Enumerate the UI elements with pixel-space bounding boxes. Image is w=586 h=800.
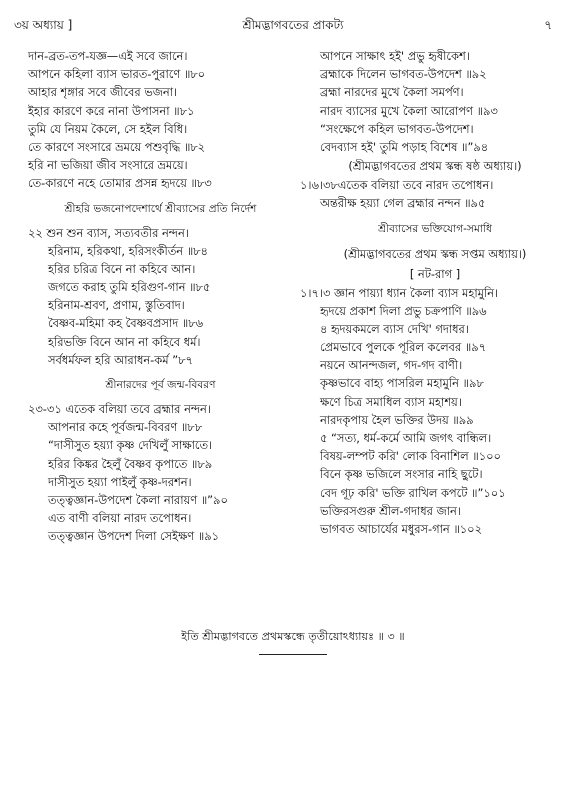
verse-line: ভাগবত আচার্যের মধুরস-গান ॥১০২ — [320, 521, 482, 536]
verse-line: আহার শৃঙ্গার সবে জীবের ভজনা। — [28, 85, 178, 100]
page-number: ৭ — [544, 18, 552, 32]
verse-line: ৫ “সত্য, ধর্ম-কর্মে আমি জগৎ বান্ধিল। — [320, 431, 492, 445]
verse-line: ইহার কারণে করে নানা উপাসনা ॥৮১ — [28, 103, 195, 118]
verse-line: নয়নে আনন্দজল, গদ-গদ বাণী। — [320, 358, 463, 373]
verse-line: বৈষ্ণব-মহিমা কহ বৈষ্ণবপ্রসাদ ॥৮৬ — [48, 316, 204, 331]
verse-line: সর্বধর্মফল হরি আরাধন-কর্ম ”৮৭ — [48, 352, 193, 367]
verse-line: হরিনাম-শ্রবণ, প্রণাম, স্তুতিবাদ। — [48, 298, 185, 313]
chapter-start-note: (শ্রীমদ্ভাগবতের প্রথম স্কন্ধ সপ্তম অধ্যায়।) — [343, 246, 527, 261]
verse-line: ১।৭।৩ জ্ঞান পায়্যা ধ্যান কৈলা ব্যাস মহামুনি। — [300, 285, 499, 300]
verse-line: বিষয়-লম্পট করি' লোক বিনাশিল ॥১০০ — [320, 449, 501, 464]
verse-line: ব্রহ্মা নারদের মুখে কৈলা সমর্পণ। — [320, 85, 464, 100]
verse-line: হরিনাম, হরিকথা, হরিসংকীর্তন ॥৮৪ — [48, 243, 208, 258]
verse-line: ২৩-৩১ এতেক বলিয়া তবে ব্রহ্মার নন্দন। — [28, 402, 211, 416]
verse-line: বিনে কৃষ্ণ ভজিলে সংসার নাহি ছুটে। — [320, 467, 483, 482]
verse-line: ভক্তিরসগুরু শ্রীল-গদাধর জান। — [320, 503, 461, 518]
running-title: শ্রীমদ্ভাগবতের প্রাকট্য — [242, 18, 344, 32]
verse-line: তুমি যে নিয়ম কৈলে, সে হইল বিধি। — [28, 121, 188, 136]
verse-line: হরি না ভজিয়া জীব সংসারে ভ্রময়ে। — [28, 158, 188, 173]
verse-line: কৃষ্ণভাবে বাহ্য পাসরিল মহামুনি ॥৯৮ — [320, 376, 484, 391]
verse-line: ক্ষণে চিত্র সমাধিল ব্যাস মহাশয়। — [320, 394, 462, 409]
verse-line: অন্তরীক্ষ হয়্যা গেল ব্রহ্মার নন্দন ॥৯৫ — [320, 196, 486, 211]
verse-line: জগতে করাহ তুমি হরিগুণ-গান ॥৮৫ — [48, 280, 211, 295]
verse-line: “সংক্ষেপে কহিল ভাগবত-উপদেশ। — [320, 121, 474, 136]
raga-label: [ নট-রাগ ] — [409, 266, 461, 281]
verse-line: হরির চরিত্র বিনে না কহিবে আন। — [48, 261, 196, 276]
verse-line: আপনে কহিলা ব্যাস ভারত-পুরাণে ॥৮০ — [28, 67, 206, 82]
left-column — [28, 47, 293, 546]
verse-line: হরিভক্তি বিনে আন না কহিবে ধর্ম। — [48, 334, 201, 349]
verse-line: ২২ শুন শুন ব্যাস, সত্যবতীর নন্দন। — [28, 225, 189, 240]
verse-line: হরির কিঙ্কর হৈলুঁ বৈষ্ণব কৃপাতে ॥৮৯ — [48, 456, 213, 471]
verse-line: দাসীসুত হয়্যা পাইলুঁ কৃষ্ণ-দরশন। — [48, 474, 192, 489]
verse-line: বেদ গূঢ় করি' ভক্তি রাখিল কপটে ॥”১০১ — [320, 485, 506, 500]
end-rule — [259, 654, 327, 655]
right-column — [300, 47, 570, 538]
verse-line: ১।৬।৩৮এতেক বলিয়া তবে নারদ তপোধন। — [300, 178, 494, 193]
verse-line: বেদব্যাস হই' তুমি পড়াহ বিশেষ ॥”৯৪ — [320, 139, 489, 154]
verse-line: তে-কারণে নহে তোমার প্রসন্ন হৃদয়ে ॥৮৩ — [28, 176, 212, 191]
verse-line: নারদ ব্যাসের মুখে কৈলা আরোপণ ॥৯৩ — [320, 103, 498, 118]
chapter-colophon: ইতি শ্রীমদ্ভাগবতে প্রথমস্কন্ধে তৃতীয়োঽধ্যায়ঃ ॥ ৩ ॥ — [181, 630, 405, 643]
section-heading: শ্রীহরি ভজনোপদেশার্থে শ্রীব্যাসের প্রতি নির্দেশ — [64, 202, 257, 215]
verse-line: তে কারণে সংসারে ভ্রময়ে পশুবৃদ্ধি ॥৮২ — [28, 139, 206, 154]
verse-line: আপনে সাক্ষাৎ হই' প্রভু হৃষীকেশ। — [320, 49, 470, 63]
verse-line: এত বাণী বলিয়া নারদ তপোধন। — [48, 511, 192, 526]
verse-line: হৃদয়ে প্রকাশ দিলা প্রভু চক্রপাণি ॥৯৬ — [320, 303, 487, 318]
verse-line: ৪ হৃদয়কমলে ব্যাস দেখি' গদাধর। — [320, 321, 469, 336]
verse-line: তত্ত্বজ্ঞান-উপদেশ কৈলা নারায়ণ ॥”৯০ — [48, 492, 228, 507]
verse-line: দান-ব্রত-তপ-যজ্ঞ—এই সবে জানে। — [28, 49, 188, 63]
verse-line: নারদকৃপায় হৈল ভক্তির উদয় ॥৯৯ — [320, 412, 474, 427]
verse-line: “দাসীসুত হয়্যা কৃষ্ণ দেখিলুঁ সাক্ষাতে। — [48, 438, 213, 453]
chapter-label: ৩য় অধ্যায় ] — [14, 18, 73, 32]
verse-line: তত্ত্বজ্ঞান উপদেশ দিলা সেইক্ষণ ॥৯১ — [48, 529, 220, 544]
section-heading: শ্রীনারদের পূর্ব জন্ম-বিবরণ — [105, 379, 216, 391]
verse-line: ব্রহ্মাকে দিলেন ভাগবত-উপদেশ ॥৯২ — [320, 67, 487, 82]
verse-line: আপনার কহে পূর্বজন্ম-বিবরণ ॥৮৮ — [48, 420, 203, 435]
verse-line: প্রেমভাবে পুলকে পূরিল কলেবর ॥৯৭ — [320, 340, 487, 355]
chapter-end-note: (শ্রীমদ্ভাগবতের প্রথম স্কন্ধ ষষ্ঠ অধ্যায়।) — [348, 159, 522, 174]
section-heading: শ্রীব্যাসের ভক্তিযোগ-সমাধি — [378, 222, 492, 235]
